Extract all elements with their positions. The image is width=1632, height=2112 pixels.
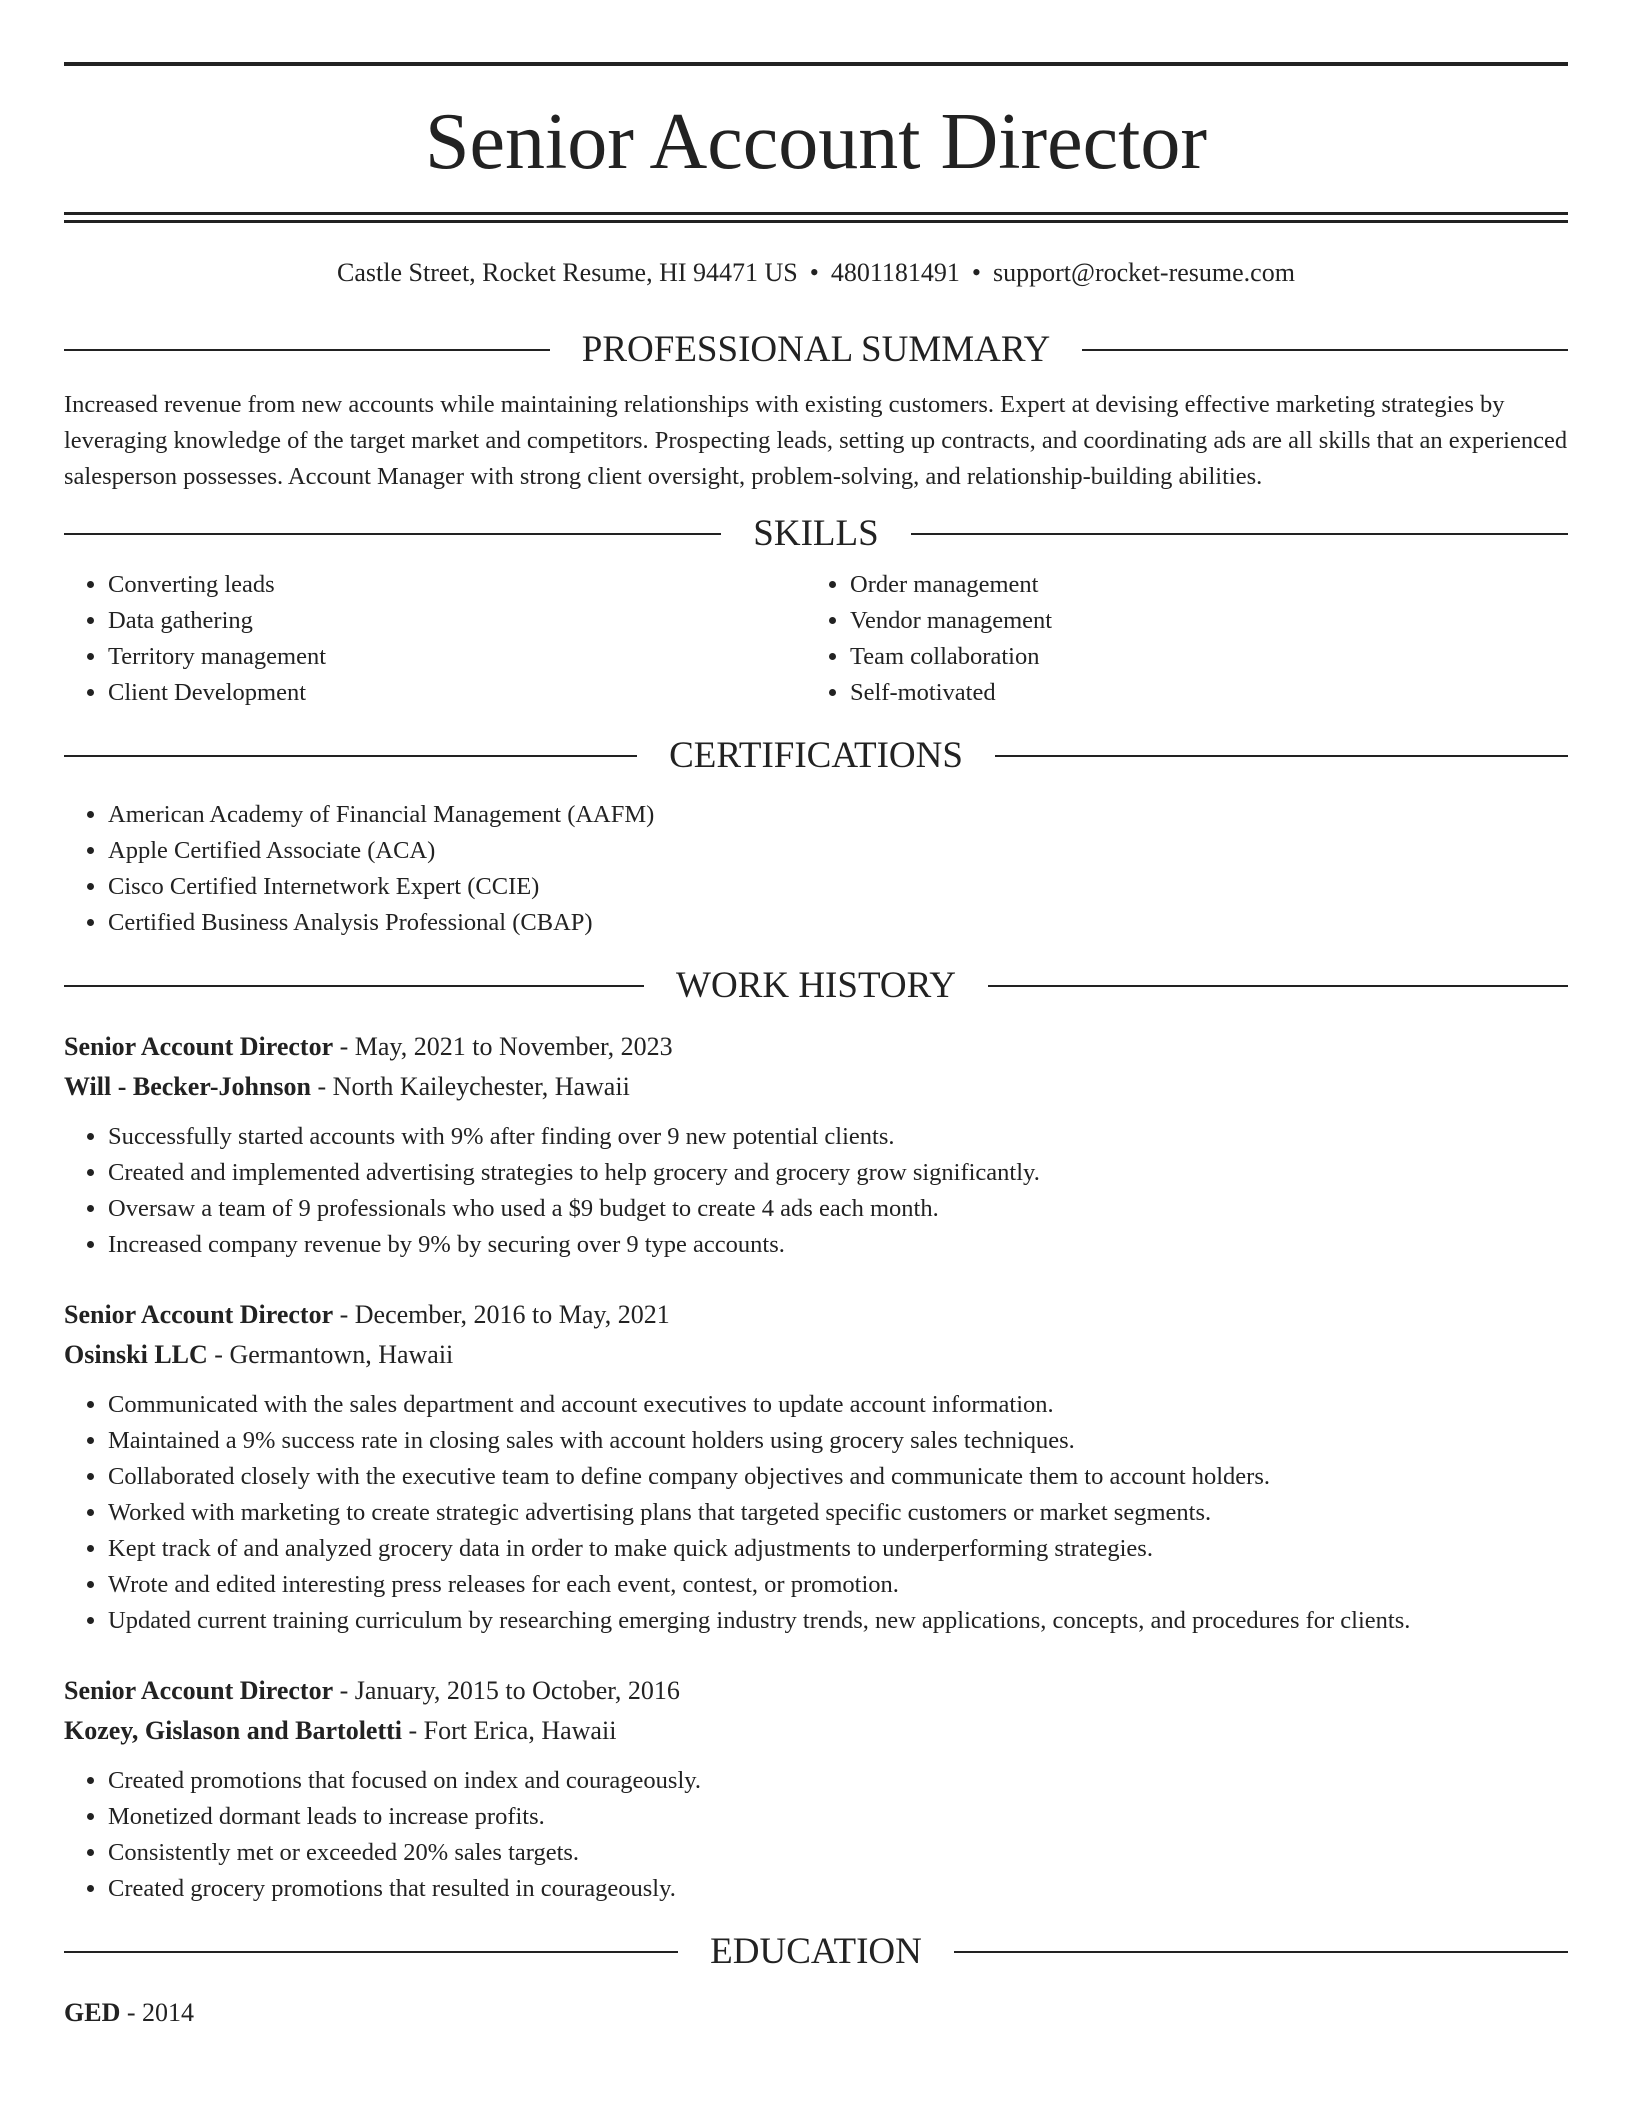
job-bullet: • Created and implemented advertising strategies to help grocery and grocery grow significantly. xyxy=(108,1155,1568,1191)
skills-heading-label: SKILLS xyxy=(753,513,879,554)
job-bullet: • Maintained a 9% success rate in closing sales with account holders using grocery sales techniques. xyxy=(108,1423,1568,1459)
job-location: - North Kaileychester, Hawaii xyxy=(311,1072,630,1101)
heading-rule-left xyxy=(64,755,637,757)
title-double-rule xyxy=(64,212,1568,223)
skill-item: • Client Development xyxy=(108,675,806,711)
skill-item: • Data gathering xyxy=(108,603,806,639)
job-bullet: • Updated current training curriculum by researching emerging industry trends, new applications, concepts, and procedures for clients. xyxy=(108,1603,1568,1639)
skills-column-right xyxy=(806,567,1548,711)
heading-rule-left xyxy=(64,985,644,987)
certification-item: • American Academy of Financial Management (AAFM) xyxy=(108,797,1568,833)
skill-item: • Converting leads xyxy=(108,567,806,603)
heading-rule-right xyxy=(911,533,1568,535)
job-dates: - December, 2016 to May, 2021 xyxy=(333,1300,670,1329)
heading-rule-right xyxy=(954,1951,1568,1953)
skills-column-left xyxy=(64,567,806,711)
education-year: - 2014 xyxy=(120,1998,195,2027)
certifications-heading xyxy=(64,729,1568,783)
contact-separator: • xyxy=(971,258,982,287)
certifications-heading-label: CERTIFICATIONS xyxy=(669,735,963,776)
job-company-line xyxy=(64,1067,1568,1107)
summary-heading-label: PROFESSIONAL SUMMARY xyxy=(581,329,1051,370)
job-entry xyxy=(64,1295,1568,1639)
job-title-line xyxy=(64,1027,1568,1067)
heading-rule-right xyxy=(995,755,1568,757)
job-bullet: • Increased company revenue by 9% by securing over 9 type accounts. xyxy=(108,1227,1568,1263)
job-bullet: • Oversaw a team of 9 professionals who used a $9 budget to create 4 ads each month. xyxy=(108,1191,1568,1227)
job-company: Will - Becker-Johnson xyxy=(64,1072,312,1101)
job-company-line xyxy=(64,1335,1568,1375)
job-bullet: • Consistently met or exceeded 20% sales targets. xyxy=(108,1835,1568,1871)
job-role: Senior Account Director xyxy=(64,1676,334,1705)
job-dates: - May, 2021 to November, 2023 xyxy=(333,1032,673,1061)
job-bullet: • Kept track of and analyzed grocery data in order to make quick adjustments to underperforming strategies. xyxy=(108,1531,1568,1567)
skill-item: • Territory management xyxy=(108,639,806,675)
summary-text: Increased revenue from new accounts while maintaining relationships with existing customers. Expert at devising effective marketing strategies by leveraging knowledge of the target market and competitors. Prospecting leads, setting up contracts, and coordinating ads are all skills that an experienced salesperson possesses. Account Manager with strong client oversight, problem-solving, and relationship-building abilities. xyxy=(64,391,1568,490)
job-title-line xyxy=(64,1295,1568,1335)
job-bullet: • Communicated with the sales department and account executives to update account information. xyxy=(108,1387,1568,1423)
heading-rule-left xyxy=(64,533,721,535)
work-history-heading-label: WORK HISTORY xyxy=(676,965,956,1006)
skills-heading xyxy=(64,507,1568,561)
skill-item: • Team collaboration xyxy=(850,639,1548,675)
summary-heading xyxy=(64,323,1568,377)
job-dates: - January, 2015 to October, 2016 xyxy=(333,1676,680,1705)
top-rule xyxy=(64,62,1568,66)
job-entry xyxy=(64,1671,1568,1907)
work-history-heading xyxy=(64,959,1568,1013)
education-heading-label: EDUCATION xyxy=(710,1931,922,1972)
job-role: Senior Account Director xyxy=(64,1300,334,1329)
job-bullets xyxy=(64,1119,1568,1263)
contact-email[interactable]: support@rocket-resume.com xyxy=(993,258,1295,287)
skill-item: • Vendor management xyxy=(850,603,1548,639)
job-location: - Fort Erica, Hawaii xyxy=(402,1716,617,1745)
contact-separator: • xyxy=(809,258,819,287)
job-role: Senior Account Director xyxy=(64,1032,334,1061)
job-company: Osinski LLC xyxy=(64,1340,208,1369)
job-title-line xyxy=(64,1671,1568,1711)
skill-item: • Self-motivated xyxy=(850,675,1548,711)
certification-item: • Cisco Certified Internetwork Expert (CCIE) xyxy=(108,869,1568,905)
job-bullet: • Collaborated closely with the executive team to define company objectives and communicate them to account holders. xyxy=(108,1459,1568,1495)
job-bullet: • Worked with marketing to create strategic advertising plans that targeted specific customers or market segments. xyxy=(108,1495,1568,1531)
job-bullet: • Monetized dormant leads to increase profits. xyxy=(108,1799,1568,1835)
contact-address: Castle Street, Rocket Resume, HI 94471 US xyxy=(337,258,798,287)
certification-item: • Certified Business Analysis Professional (CBAP) xyxy=(108,905,1568,941)
job-bullet: • Successfully started accounts with 9% after finding over 9 new potential clients. xyxy=(108,1119,1568,1155)
education-heading xyxy=(64,1925,1568,1979)
skills-list xyxy=(64,567,1568,711)
heading-rule-left xyxy=(64,349,550,351)
resume-title: Senior Account Director xyxy=(425,98,1207,186)
job-company: Kozey, Gislason and Bartoletti xyxy=(64,1716,402,1745)
job-bullet: • Wrote and edited interesting press releases for each event, contest, or promotion. xyxy=(108,1567,1568,1603)
job-bullet: • Created promotions that focused on index and courageously. xyxy=(108,1763,1568,1799)
job-bullets xyxy=(64,1763,1568,1907)
job-entry xyxy=(64,1027,1568,1263)
heading-rule-right xyxy=(1082,349,1568,351)
job-company-line xyxy=(64,1711,1568,1751)
certifications-list xyxy=(64,797,1568,941)
skill-item: • Order management xyxy=(850,567,1548,603)
job-bullets xyxy=(64,1387,1568,1639)
heading-rule-right xyxy=(988,985,1568,987)
certification-item: • Apple Certified Associate (ACA) xyxy=(108,833,1568,869)
resume-page xyxy=(64,62,1568,2033)
education-entry xyxy=(64,1993,1568,2033)
contact-line xyxy=(64,253,1568,293)
contact-phone: 4801181491 xyxy=(830,258,960,287)
job-bullet: • Created grocery promotions that resulted in courageously. xyxy=(108,1871,1568,1907)
education-degree: GED xyxy=(64,1998,121,2027)
job-location: - Germantown, Hawaii xyxy=(207,1340,454,1369)
heading-rule-left xyxy=(64,1951,678,1953)
